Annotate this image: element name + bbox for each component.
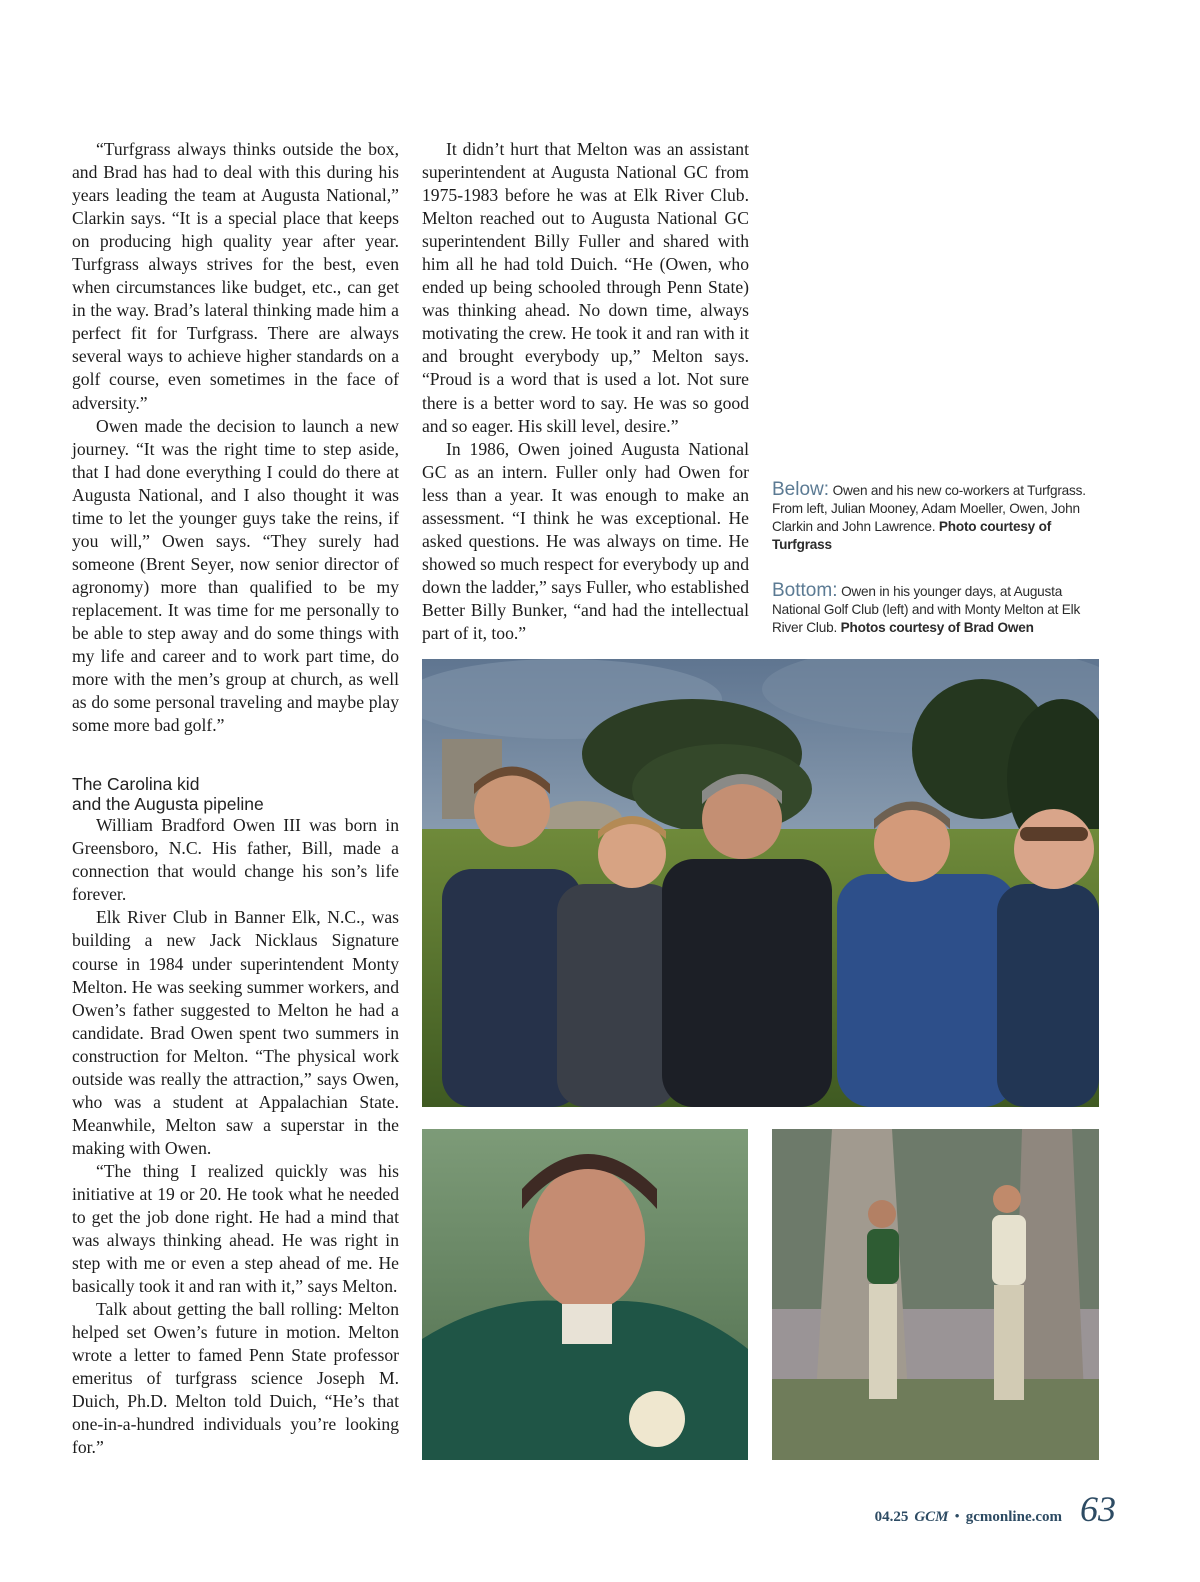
footer-bullet: • [954,1509,960,1525]
subhead-line: and the Augusta pipeline [72,793,264,814]
body-paragraph: “Turfgrass always thinks outside the box, and Brad has had to deal with this during his years leading the team at Augusta National,” Clarkin says. “It is a special place that keeps on producing high quality year after year. Turfgrass always strives for the best, even when circumstances like budget, etc., can get in the way. Brad’s lateral thinking made him a perfect fit for Turfgrass. There are always several ways to achieve higher standards on a golf course, even sometimes in the face of adversity.” [72,139,399,413]
caption-lead: Below: [772,479,830,500]
photo-young-owen-augusta [422,1129,748,1460]
body-paragraph: William Bradford Owen III was born in Greensboro, N.C. His father, Bill, made a connection that would change his son’s life forever. [72,815,399,905]
caption-bottom [772,582,1112,637]
body-paragraph: Talk about getting the ball rolling: Melton helped set Owen’s future in motion. Melton wrote a letter to famed Penn State professor emeritus of turfgrass science Joseph M. Duich, Ph.D. Melton told Duich, “He’s that one-in-a-hundred individuals you’re looking for.” [72,1299,399,1458]
body-paragraph: Owen made the decision to launch a new journey. “It was the right time to step aside, that I had done everything I could do there at Augusta National, and I also thought it was time to let the younger guys take the reins, if you will,” Owen says. “They surely had someone (Brent Seyer, now senior director of agronomy) more than qualified to be my replacement. It was time for me personally to be able to step away and do some things with my life and career and to work part time, do more with the men’s group at church, as well as do some personal traveling and maybe play some more bad golf.” [72,415,399,736]
subhead-line: The Carolina kid [72,774,200,795]
page-footer [875,1488,1116,1530]
caption-below [772,481,1112,554]
caption-lead: Bottom: [772,580,838,601]
photo-owen-melton-elk-river [772,1129,1099,1460]
caption-credit: Photo courtesy of Turfgrass [772,519,1052,552]
caption-credit: Photos courtesy of Brad Owen [840,620,1034,635]
article-column-left [72,138,399,1460]
photo-turfgrass-group [422,659,1099,1107]
footer-issue: 04.25 [874,1509,909,1525]
body-paragraph: It didn’t hurt that Melton was an assistant superintendent at Augusta National GC from 1975-1983 before he was at Elk River Club. Melton reached out to Augusta National GC superintendent Billy Fuller and shared with him all he had told Duich. “He (Owen, who ended up being schooled through Penn State) was thinking ahead. No down time, always motivating the crew. He took it and ran with it and brought everybody up,” Melton says. “Proud is a word that is used a lot. Not sure there is a better word to say. He was so good and so eager. His skill level, desire.” [422,139,749,436]
footer-website: gcmonline.com [965,1509,1062,1525]
footer-magazine: GCM [914,1509,949,1525]
body-paragraph: “The thing I realized quickly was his initiative at 19 or 20. He took what he needed to get the job done right. He had a mind that was always thinking ahead. He was right in step with me or even a step ahead of me. He basically took it and ran with it,” says Melton. [72,1160,399,1297]
section-subhead [72,775,399,814]
caption-text: Owen and his new co-workers at Turfgrass. From left, Julian Mooney, Adam Moeller, Owen, John Clarkin and John Lawrence. [772,483,1086,534]
page-number: 63 [1080,1489,1116,1529]
article-column-right [422,138,749,645]
body-paragraph: In 1986, Owen joined Augusta National GC as an intern. Fuller only had Owen for less than a year. It was enough to make an assessment. “I think he was exceptional. He asked questions. He was always on time. He showed so much respect for everybody up and down the ladder,” says Fuller, who established Better Billy Bunker, “and had the intellectual part of it, too.” [422,438,749,643]
caption-text: Owen in his younger days, at Augusta National Golf Club (left) and with Monty Melton at Elk River Club. [772,584,1081,635]
body-paragraph: Elk River Club in Banner Elk, N.C., was building a new Jack Nicklaus Signature course in 1984 under superintendent Monty Melton. He was seeking summer workers, and Owen’s father suggested to Melton he had a candidate. Brad Owen spent two summers in construction for Melton. “The physical work outside was really the attraction,” says Owen, who was a student at Appalachian State. Meanwhile, Melton saw a superstar in the making with Owen. [72,907,399,1158]
